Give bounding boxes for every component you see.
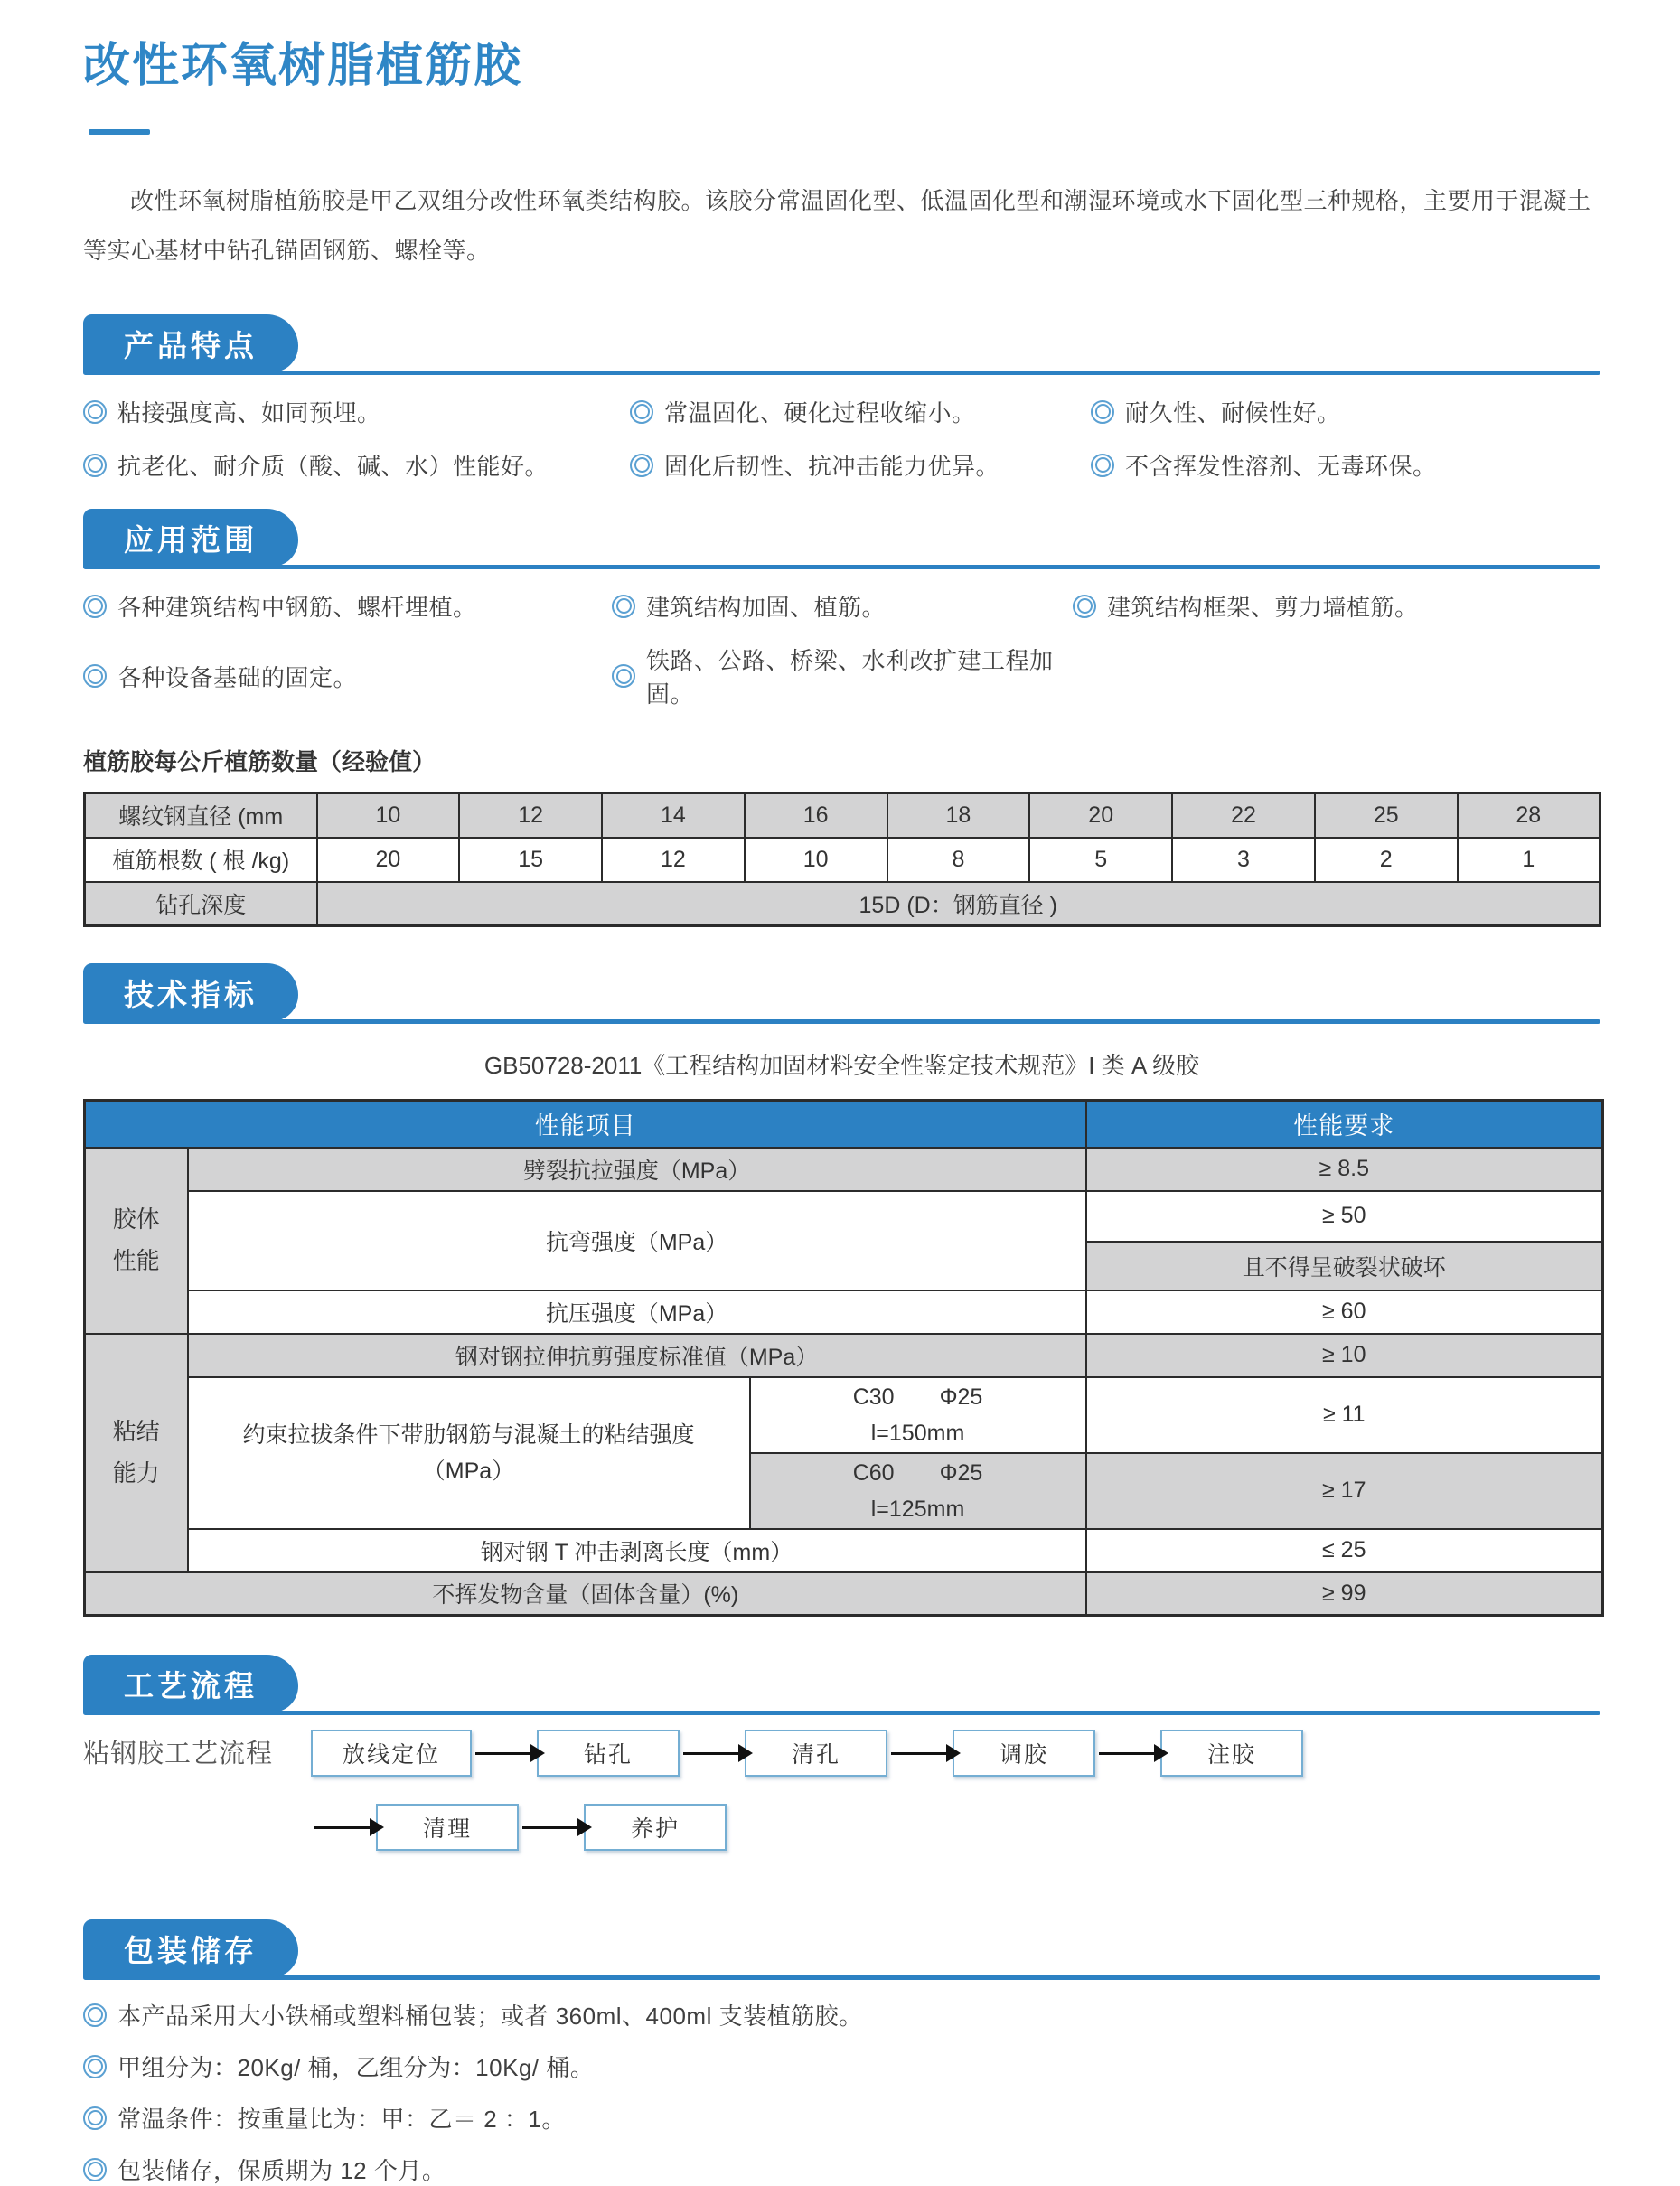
group-cell-glue: 胶体性能 (85, 1148, 188, 1334)
count-cell: 12 (602, 838, 745, 882)
section-badge-process (83, 1655, 298, 1712)
bullseye-icon (83, 595, 107, 618)
bullseye-icon (1091, 400, 1114, 424)
packaging-text: 甲组分为：20Kg/ 桶，乙组分为：10Kg/ 桶。 (117, 2054, 595, 2082)
property-cell: 不挥发物含量（固体含量）(%) (85, 1572, 1086, 1616)
property-cell-bond: 约束拉拔条件下带肋钢筋与混凝土的粘结强度 （MPa） (188, 1377, 750, 1529)
section-header-applications (83, 509, 1600, 569)
title-underline (89, 129, 150, 135)
application-text: 各种建筑结构中钢筋、螺杆埋植。 (117, 594, 477, 622)
header-req-cell: 性能要求 (1086, 1101, 1603, 1148)
spec-cell-c60: C60 Φ25 l=125mm (750, 1453, 1086, 1529)
feature-item (83, 448, 630, 482)
arrow-right-icon (475, 1752, 531, 1755)
flow-step: 注胶 (1160, 1730, 1303, 1777)
packaging-item (83, 2153, 1600, 2186)
diameter-cell: 12 (459, 793, 602, 838)
property-cell: 抗弯强度（MPa） (188, 1191, 1086, 1290)
section-divider (83, 565, 1600, 569)
intro-paragraph: 改性环氧树脂植筋胶是甲乙双组分改性环氧类结构胶。该胶分常温固化型、低温固化型和潮湿环境或水下固化型三种规格，主要用于混凝土等实心基材中钻孔锚固钢筋、螺栓等。 (83, 187, 1591, 264)
requirement-cell: ≥ 60 (1086, 1290, 1603, 1334)
section-badge-tech (83, 963, 298, 1021)
bullseye-icon (83, 2158, 107, 2181)
arrow-right-icon (891, 1752, 947, 1755)
feature-text: 粘接强度高、如同预埋。 (117, 399, 381, 427)
section-header-features (83, 314, 1600, 375)
property-cell: 劈裂抗拉强度（MPa） (188, 1148, 1086, 1191)
feature-text: 不含挥发性溶剂、无毒环保。 (1125, 453, 1437, 481)
row-label: 植筋根数 ( 根 /kg) (85, 838, 317, 882)
feature-item (630, 395, 1091, 428)
row-label: 螺纹钢直径 (mm (85, 793, 317, 838)
count-cell: 20 (317, 838, 460, 882)
section-divider (83, 1975, 1600, 1980)
bullseye-icon (83, 664, 107, 688)
flow-step: 清理 (376, 1804, 519, 1851)
table-row (85, 882, 1600, 926)
section-title: 技术指标 (124, 977, 258, 1011)
diameter-cell: 14 (602, 793, 745, 838)
feature-text: 抗老化、耐介质（酸、碱、水）性能好。 (117, 453, 549, 481)
packaging-item (83, 1998, 1600, 2031)
application-item (612, 643, 1073, 709)
group-cell-bond: 粘结能力 (85, 1334, 188, 1572)
count-cell: 2 (1315, 838, 1458, 882)
bullseye-icon (1091, 454, 1114, 477)
feature-text: 固化后韧性、抗冲击能力优异。 (664, 453, 1000, 481)
bullseye-icon (83, 2003, 107, 2027)
section-header-tech (83, 963, 1600, 1024)
requirement-cell: ≥ 8.5 (1086, 1148, 1603, 1191)
requirement-cell: ≥ 11 (1086, 1377, 1603, 1453)
table-row (85, 1334, 1603, 1377)
diameter-cell: 18 (887, 793, 1030, 838)
application-text: 铁路、公路、桥梁、水利改扩建工程加固。 (646, 647, 1054, 708)
count-cell: 10 (745, 838, 887, 882)
packaging-text: 常温条件：按重量比为：甲：乙＝ 2 ：1。 (117, 2106, 566, 2134)
section-title: 包装储存 (124, 1933, 258, 1967)
application-text: 建筑结构框架、剪力墙植筋。 (1107, 594, 1419, 622)
flow-row-1 (311, 1730, 1600, 1777)
diameter-cell: 28 (1458, 793, 1600, 838)
table-row (85, 793, 1600, 838)
section-divider (83, 371, 1600, 375)
table-row (85, 1191, 1603, 1242)
flow-step: 钻孔 (537, 1730, 680, 1777)
rebar-quantity-table (83, 792, 1601, 927)
table-row (85, 1148, 1603, 1191)
arrow-right-icon (683, 1752, 739, 1755)
diameter-cell: 20 (1029, 793, 1172, 838)
arrow-right-icon (522, 1826, 578, 1829)
row-label: 钻孔深度 (85, 882, 317, 926)
requirement-cell: ≥ 10 (1086, 1334, 1603, 1377)
feature-text: 耐久性、耐候性好。 (1125, 399, 1341, 427)
flow-row-2 (311, 1804, 1600, 1851)
requirement-cell: ≤ 25 (1086, 1529, 1603, 1572)
count-cell: 8 (887, 838, 1030, 882)
property-cell: 抗压强度（MPa） (188, 1290, 1086, 1334)
section-badge-features (83, 314, 298, 372)
bullseye-icon (83, 2055, 107, 2078)
application-item (83, 643, 612, 709)
section-divider (83, 1711, 1600, 1715)
diameter-cell: 16 (745, 793, 887, 838)
table-row (85, 838, 1600, 882)
flow-step: 放线定位 (311, 1730, 472, 1777)
bullseye-icon (83, 400, 107, 424)
section-divider (83, 1019, 1600, 1024)
count-cell: 15 (459, 838, 602, 882)
bullseye-icon (612, 664, 635, 688)
diameter-cell: 10 (317, 793, 460, 838)
process-flowchart (83, 1730, 1600, 1892)
flow-step: 养护 (584, 1804, 727, 1851)
header-item-cell: 性能项目 (85, 1101, 1086, 1148)
feature-item (83, 395, 630, 428)
section-title: 产品特点 (124, 328, 258, 362)
table-row (85, 1377, 1603, 1453)
count-cell: 3 (1172, 838, 1315, 882)
table-row (85, 1529, 1603, 1572)
bullseye-icon (630, 454, 653, 477)
diameter-cell: 22 (1172, 793, 1315, 838)
packaging-item (83, 2050, 1600, 2083)
section-badge-applications (83, 509, 298, 567)
packaging-text: 本产品采用大小铁桶或塑料桶包装；或者 360ml、400ml 支装植筋胶。 (117, 2003, 863, 2031)
feature-text: 常温固化、硬化过程收缩小。 (664, 399, 976, 427)
arrow-right-icon (1099, 1752, 1155, 1755)
bullseye-icon (630, 400, 653, 424)
packaging-list (83, 1998, 1600, 2186)
property-cell: 钢对钢 T 冲击剥离长度（mm） (188, 1529, 1086, 1572)
flow-step: 清孔 (745, 1730, 887, 1777)
feature-item (630, 448, 1091, 482)
spec-cell-c30: C30 Φ25 l=150mm (750, 1377, 1086, 1453)
requirement-cell: ≥ 17 (1086, 1453, 1603, 1529)
applications-list (83, 589, 1600, 709)
property-cell: 钢对钢拉伸抗剪强度标准值（MPa） (188, 1334, 1086, 1377)
bullseye-icon (83, 2106, 107, 2130)
section-header-process (83, 1655, 1600, 1715)
count-cell: 1 (1458, 838, 1600, 882)
bullseye-icon (83, 454, 107, 477)
standard-reference: GB50728-2011《工程结构加固材料安全性鉴定技术规范》I 类 A 级胶 (483, 1052, 1200, 1080)
bullseye-icon (1073, 595, 1096, 618)
feature-item (1091, 395, 1600, 428)
application-text: 各种设备基础的固定。 (117, 663, 358, 691)
requirement-cell: ≥ 99 (1086, 1572, 1603, 1616)
table-header-row (85, 1101, 1603, 1148)
count-cell: 5 (1029, 838, 1172, 882)
rebar-table-title: 植筋胶每公斤植筋数量（经验值） (83, 748, 436, 776)
tech-spec-table (83, 1099, 1604, 1617)
process-subtitle: 粘钢胶工艺流程 (83, 1740, 274, 1769)
application-item (1073, 589, 1600, 623)
application-item (612, 589, 1073, 623)
depth-value-cell: 15D (D：钢筋直径 ) (317, 882, 1600, 926)
flow-step: 调胶 (953, 1730, 1095, 1777)
application-item (83, 589, 612, 623)
section-badge-packaging (83, 1919, 298, 1977)
table-row (85, 1290, 1603, 1334)
bullseye-icon (612, 595, 635, 618)
section-title: 工艺流程 (124, 1668, 258, 1703)
table-row (85, 1572, 1603, 1616)
diameter-cell: 25 (1315, 793, 1458, 838)
requirement-cell: ≥ 50 (1086, 1191, 1603, 1242)
packaging-text: 包装储存，保质期为 12 个月。 (117, 2157, 446, 2185)
section-title: 应用范围 (124, 522, 258, 557)
arrow-right-icon (314, 1826, 371, 1829)
features-list (83, 395, 1600, 482)
application-text: 建筑结构加固、植筋。 (646, 594, 887, 622)
page-title: 改性环氧树脂植筋胶 (83, 40, 523, 92)
packaging-item (83, 2101, 1600, 2134)
section-header-packaging (83, 1919, 1600, 1980)
feature-item (1091, 448, 1600, 482)
requirement-cell: 且不得呈破裂状破坏 (1086, 1242, 1603, 1290)
